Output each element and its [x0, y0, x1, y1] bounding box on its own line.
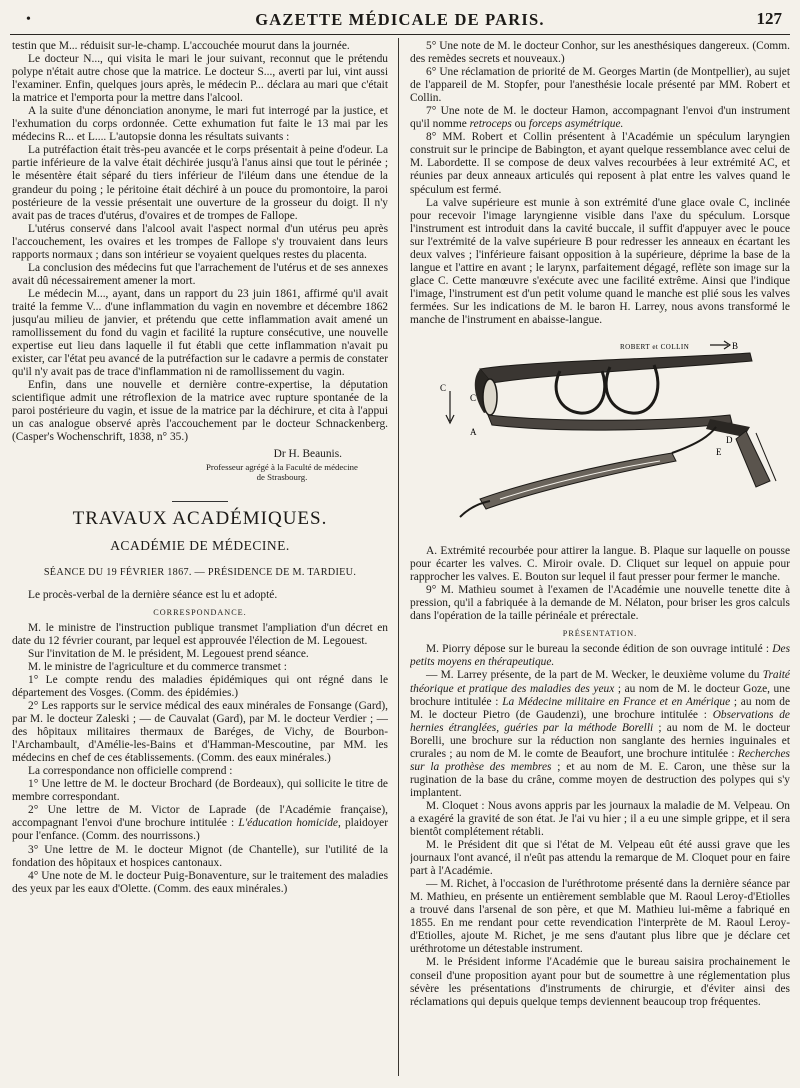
label-a: A: [470, 427, 477, 438]
instrument-name: retroceps: [469, 118, 512, 131]
paragraph: La valve supérieure est munie à son extrémité d'une glace ovale C, inclinée pour recevoir l'image laryngienne visible dans l'axe du spéculum. Lorsque l'instrument est introduit dans la cavité buccale, il suffit d'appuyer avec le pouce sur l'extrémité de la valve supérieure B pour redresser les anneaux en écartant les deux valves ; l'inférieure faisant opposition à la supérieure, déprime la base de la langue et l'attire en avant ; le larynx, parfaitement dégagé, reflète son image sur la glace C. Cette manœuvre s'exécute avec une facilité extrême. Ainsi que l'indique l'image, l'instrument est d'un petit volume quand le manche est plié sous les valves fermées. Sur les indications de M. le baron H. Larrey, nous avons transformé le manche de l'instrument en abaisse-langue.: [410, 196, 790, 326]
section-divider: [172, 501, 228, 502]
paragraph: La conclusion des médecins fut que l'arrachement de l'utérus et de ses annexes avait dû nécessairement amener la mort.: [12, 261, 388, 287]
author-affiliation: [12, 462, 388, 483]
upper-valve: [480, 353, 752, 383]
text-run: 7° Une note de M. le docteur Hamon, accompagnant l'envoi d'un instrument qu'il nomme: [410, 105, 790, 131]
figure-caption: A. Extrémité recourbée pour attirer la langue. B. Plaque sur laquelle on pousse pour écarter les valves. C. Miroir ovale. D. Cliquet sur lequel on appuie pour rapprocher les valves. E. Bouton sur lequel il faut presser pour fermer le manche.: [410, 545, 790, 584]
engraved-brand: ROBERT et COLLIN: [620, 343, 690, 352]
label-d: D: [726, 435, 733, 446]
right-column: [410, 40, 790, 1080]
text-run: — M. Larrey présente, de la part de M. Wecker, le deuxième volume du: [426, 669, 763, 682]
text-run: ; et au nom de M. E. Caron, une thèse sur la rugination de la base du crâne, comme moyen de destruction des polypes qui s'y implantent.: [410, 760, 790, 799]
book-title: L'éducation homicide: [238, 817, 338, 830]
correspondance-heading: CORRESPONDANCE.: [153, 607, 247, 617]
author-signature: Dr H. Beaunis.: [273, 448, 342, 461]
presentation-heading: PRÉSENTATION.: [562, 629, 638, 639]
paragraph: M. le ministre de l'instruction publique transmet l'ampliation d'un décret en date du 12 février courant, par lequel est approuvée l'élection de M. Legouest.: [12, 621, 388, 647]
affiliation-line: Professeur agrégé à la Faculté de médecine: [206, 461, 358, 472]
text-run: 2° Une lettre de M. Victor de Laprade (de l'Académie française), accompagnant l'envoi d'une brochure intitulée :: [12, 804, 388, 830]
page-number: 127: [756, 9, 782, 28]
paragraph: M. Cloquet : Nous avons appris par les journaux la maladie de M. Velpeau. On a exagéré la gravité de son état. Je l'ai vu hier ; il a eu une simple grippe, et il sera bientôt complétement rétabli.: [410, 799, 790, 839]
instrument-name: forceps asymétrique.: [528, 118, 624, 131]
text-run: ; au nom de M. le docteur Borelli, une brochure sur la réduction non sanglante des hernies inguinales et crurales ; au nom de M. le comte de Beaufort, une brochure intitulée :: [410, 721, 790, 760]
list-item: 1° Le compte rendu des maladies épidémiques qui ont régné dans le département des Vosges. (Comm. des épidémies.): [12, 673, 388, 699]
book-title: Traité théorique et pratique des maladies des yeux: [410, 669, 790, 695]
paragraph: M. le Président informe l'Académie que le bureau saisira prochainement le conseil d'une proposition ayant pour but de soumettre à une réglementation plus sévère les présentations d'instruments de chirurgie, et d'éviter ainsi des réclamations qui depuis quelque temps deviennent beaucoup trop fréquentes.: [410, 956, 790, 1008]
list-item: 5° Une note de M. le docteur Conhor, sur les anesthésiques dangereux. (Comm. des remèdes secrets et nouveaux.): [410, 40, 790, 66]
list-item: 6° Une réclamation de priorité de M. Georges Martin (de Montpellier), au sujet de l'appareil de M. Stopfer, pour l'anesthésie locale présenté par MM. Robert et Collin.: [410, 66, 790, 105]
label-b: B: [732, 341, 739, 352]
section-subtitle: ACADÉMIE DE MÉDECINE.: [110, 537, 290, 553]
articulated-ring: [606, 365, 658, 413]
paragraph: La correspondance non officielle comprend :: [28, 765, 233, 778]
paragraph: testin que M... réduisit sur-le-champ. L'accouchée mourut dans la journée.: [12, 40, 350, 52]
paragraph: [410, 643, 790, 669]
seance-heading: SÉANCE DU 19 FÉVRIER 1867. — PRÉSIDENCE DE M. TARDIEU.: [43, 566, 357, 578]
header-ornament: •: [26, 12, 31, 27]
paragraph: Le médecin M..., ayant, dans un rapport du 23 juin 1861, affirmé qu'il avait traité la femme V... d'une inflammation du vagin en novembre et décembre 1862 jusqu'au milieu de janvier, et prétendu que cette inflammation avait amené un ramollissement du fond du vagin et facilité la rupture consécutive, une nouvelle expertise eut lieu dans laquelle il fut établi que cette inflammation n'avait pu exister, car l'état peu avancé de la putréfaction sur le cadavre a permis de constater qu'il n'y avait pas de trace d'inflammation ni de ramollissement du vagin.: [12, 287, 388, 379]
paragraph: [410, 669, 790, 799]
list-item: 3° Une lettre de M. le docteur Mignot (de Chantelle), sur l'utilité de la fondation des hôpitaux et hospices cantonaux.: [12, 843, 388, 869]
depressor-blade: [480, 453, 676, 509]
paragraph: — M. Richet, à l'occasion de l'uréthrotome présenté dans la dernière séance par M. Mathieu, en présente un entièrement semblable que M. Raoul Leroy-d'Etiolles a trouvé dans l'arsenal de son père, et que M. Mathieu lui-même a fabriqué en 1855. En me rendant pour cette revendication l'interprète de M. Raoul Leroy-d'Etiolles, ajoute M. Richet, je me sens d'autant plus libre que je déclare cet uréthrotome un détestable instrument.: [410, 878, 790, 956]
affiliation-line: de Strasbourg.: [256, 472, 308, 482]
paragraph: A la suite d'une dénonciation anonyme, le mari fut interrogé par la justice, et l'exhumation du corps ordonnée. Cette exhumation fut faite le 13 mai par les médecins R... et L.... L'autopsie donna les résultats suivants :: [12, 105, 388, 144]
left-column: [12, 40, 388, 1080]
text-run: ; au nom de M. le docteur Pietro (de Gaudenzi), une brochure intitulée :: [410, 695, 790, 721]
handle: [736, 431, 770, 487]
list-item: [410, 105, 790, 131]
section-title: TRAVAUX ACADÉMIQUES.: [72, 507, 328, 529]
list-item: 4° Une note de M. le docteur Puig-Bonaventure, sur le traitement des maladies des yeux par les eaux d'Olette. (Comm. des eaux minérales.): [12, 869, 388, 895]
blade-arm: [672, 427, 716, 453]
book-title: Observations de hernies étranglées, guéries par la méthode Borelli: [410, 708, 790, 734]
paragraph: M. le Président dit que si l'état de M. Velpeau eût été aussi grave que les journaux l'ont avancé, il n'eût pas attendu la remarque de M. Cloquet pour en faire part à l'Académie.: [410, 839, 790, 878]
label-c: C: [470, 393, 477, 404]
page-header: [10, 6, 790, 35]
column-rule: [398, 38, 399, 1076]
articulated-ring: [556, 371, 605, 413]
oval-mirror: [483, 379, 497, 415]
book-title: La Médecine militaire en France et en Amérique: [502, 695, 731, 708]
label-e: E: [716, 447, 722, 458]
list-item: [12, 804, 388, 843]
text-run: ; au nom de M. le docteur Goze, une brochure intitulée :: [410, 682, 790, 708]
paragraph: L'utérus conservé dans l'alcool avait l'aspect normal d'un utérus peu après l'accouchement, les ovaires et les trompes de Fallope s'y trouvaient dans leurs rapports normaux ; dans son intérieur se voyaient quelques restes du placenta.: [12, 222, 388, 261]
text-run: M. Piorry dépose sur le bureau la seconde édition de son ouvrage intitulé :: [426, 643, 773, 656]
list-item: 8° MM. Robert et Collin présentent à l'Académie un spéculum laryngien construit sur le principe de Babington, et ayant quelque ressemblance avec celui de M. Labordette. Il se compose de deux valves recourbées à leur extrémité AC, et réunies par deux anneaux articulés qui reposent à plat entre les valves quand le spéculum est fermé.: [410, 131, 790, 196]
text-run: , plaidoyer pour l'enfance. (Comm. des nourrissons.): [12, 817, 388, 843]
paragraph: Enfin, dans une nouvelle et dernière contre-expertise, la députation scientifique admit une rétroflexion de la matrice avec rupture spontanée de la paroi postérieure du vagin, et issue de la matrice par la déchirure, et cita à l'appui un cas analogue observé après l'accouchement par le docteur Schnackenberg. (Casper's Wochenschrift, 1838, n° 35.): [12, 379, 388, 444]
paragraph: Le docteur N..., qui visita le mari le jour suivant, reconnut que le prétendu polype n'était autre chose que la matrice. Le docteur S..., averti par lui, vint aussi l'examiner. Enfin, quelques jours après, le médecin P... déclara au mari que c'était la matrice et l'emporta pour la mettre dans l'alcool.: [12, 53, 388, 105]
lower-valve: [488, 415, 732, 430]
paragraph: Le procès-verbal de la dernière séance est lu et adopté.: [28, 588, 278, 601]
paragraph: Sur l'invitation de M. le président, M. Legouest prend séance.: [28, 647, 309, 660]
speculum-figure: [410, 331, 790, 539]
list-item: 2° Les rapports sur le service médical des eaux minérales de Fonsange (Gard), par M. le docteur Zaleski ; — de Cauvalat (Gard), par M. le docteur Verdier ; — des hôpitaux militaires thermaux de Baréges, de Vichy, de Bourbon-l'Archambault, d'Amélie-les-Bains et d'Hamman-Mescoutine, par MM. les médecins en chef de ces établissements. (Comm. des eaux minérales.): [12, 700, 388, 765]
label-c: C: [440, 383, 447, 394]
journal-title: GAZETTE MÉDICALE DE PARIS.: [255, 10, 545, 29]
speculum-engraving: [410, 331, 790, 539]
list-item: 9° M. Mathieu soumet à l'examen de l'Académie une nouvelle tenette dite à pression, qu'il a fabriquée à la demande de M. Nélaton, pour briser les gros calculs dans l'opération de la taille périnéale et prérectale.: [410, 584, 790, 623]
book-title: Recherches sur la prothèse des membres: [410, 747, 790, 773]
list-item: 1° Une lettre de M. le docteur Brochard (de Bordeaux), qui sollicite le titre de membre correspondant.: [12, 778, 388, 804]
paragraph: M. le ministre de l'agriculture et du commerce transmet :: [28, 660, 287, 673]
book-title: Des petits moyens en thérapeutique.: [410, 643, 790, 669]
text-run: ou: [511, 118, 529, 131]
paragraph: La putréfaction était très-peu avancée et le corps présentait à peine d'odeur. La partie inférieure de la valve était déchirée jusqu'à l'anus ainsi que tout le périnée ; le mésentère était séparé du tiers inférieur de l'iléum dans une étendue de la grandeur du poing ; le péritoine était déchiré à un pouce du promontoire, la paroi postérieure de la vessie présentait une ouverture de la grosseur du doigt. Il n'y avait pas de traces d'utérus, d'ovaires et de trompes de Fallope.: [12, 144, 388, 222]
